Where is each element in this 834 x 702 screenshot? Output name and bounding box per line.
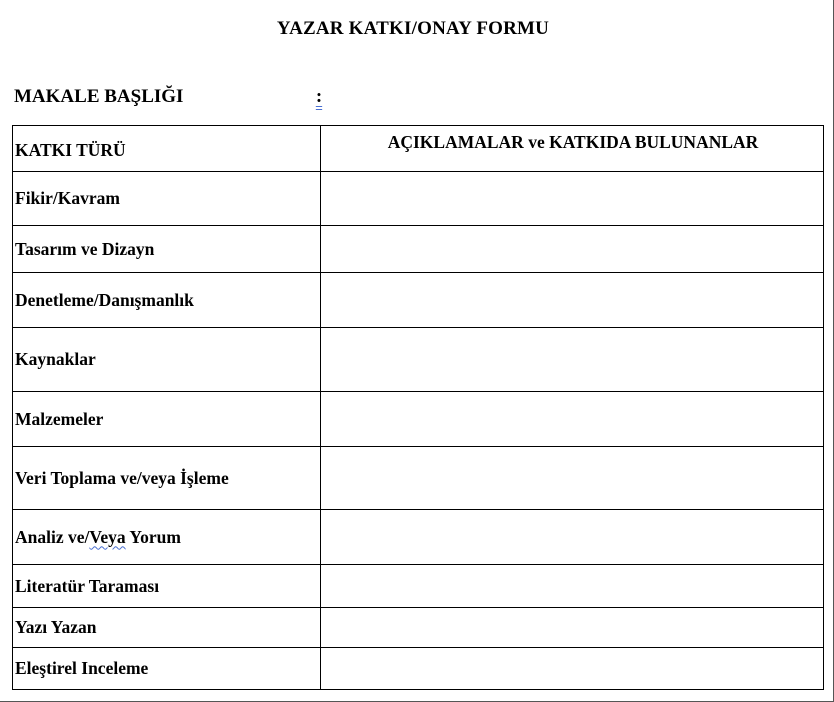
row-value-cell[interactable]: [321, 608, 824, 648]
row-label: Kaynaklar: [13, 328, 321, 392]
table-row: [13, 608, 824, 648]
row-value-cell[interactable]: [321, 226, 824, 273]
row-value-cell[interactable]: [321, 447, 824, 510]
table-row: [13, 392, 824, 447]
row-label: Denetleme/Danışmanlık: [13, 273, 321, 328]
row-label: Literatür Taraması: [13, 565, 321, 608]
article-title-label: MAKALE BAŞLIĞI: [14, 86, 184, 107]
contribution-table: [12, 125, 824, 690]
table-header-row: [13, 126, 824, 172]
spellcheck-flagged-word: Veya: [89, 526, 126, 547]
table-row: [13, 226, 824, 273]
row-value-cell[interactable]: [321, 392, 824, 447]
table-row: [13, 648, 824, 690]
row-value-cell[interactable]: [321, 328, 824, 392]
row-label: Yazı Yazan: [13, 608, 321, 648]
row-label: Eleştirel Inceleme: [13, 648, 321, 690]
header-descriptions: AÇIKLAMALAR ve KATKIDA BULUNANLAR: [321, 126, 824, 172]
row-label: Fikir/Kavram: [13, 172, 321, 226]
header-contribution-type: KATKI TÜRÜ: [13, 126, 321, 172]
table-row: [13, 565, 824, 608]
document-title: YAZAR KATKI/ONAY FORMU: [276, 18, 550, 39]
row-label-prefix: Analiz ve/: [15, 526, 90, 547]
table-row: [13, 328, 824, 392]
row-value-cell[interactable]: [321, 273, 824, 328]
row-label: Tasarım ve Dizayn: [13, 226, 321, 273]
table-row: [13, 447, 824, 510]
row-value-cell[interactable]: [321, 648, 824, 690]
row-label: [13, 510, 321, 565]
table-row: [13, 172, 824, 226]
row-value-cell[interactable]: [321, 510, 824, 565]
table-row: [13, 273, 824, 328]
row-label: Malzemeler: [13, 392, 321, 447]
article-title-field[interactable]: :: [315, 86, 323, 107]
row-value-cell[interactable]: [321, 172, 824, 226]
row-label: Veri Toplama ve/veya İşleme: [13, 447, 321, 510]
row-value-cell[interactable]: [321, 565, 824, 608]
article-title-row: [14, 86, 714, 112]
row-label-suffix: Yorum: [125, 526, 181, 547]
table-row: [13, 510, 824, 565]
